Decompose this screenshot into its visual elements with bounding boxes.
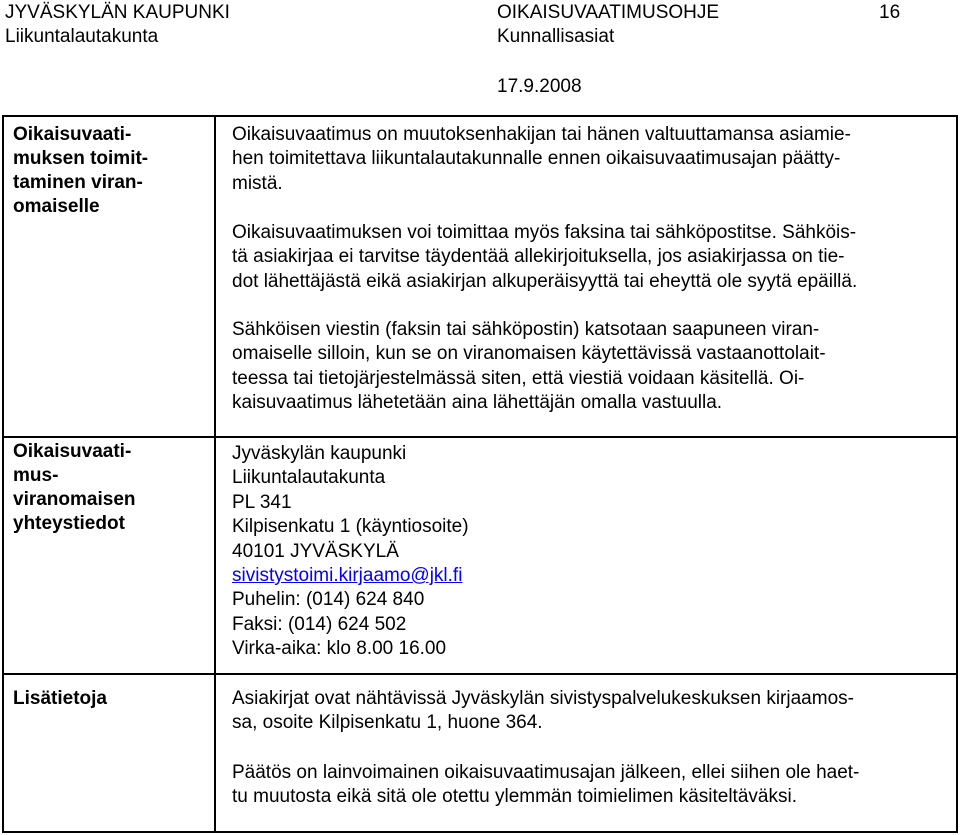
text-line: Oikaisuvaatimuksen voi toimittaa myös faksina tai sähköpostitse. Sähköis-	[232, 222, 857, 243]
text-line: Asiakirjat ovat nähtävissä Jyväskylän sivistyspalvelukeskuksen kirjaamos-	[232, 688, 854, 709]
text-line: Sähköisen viestin (faksin tai sähköpostin) katsotaan saapuneen viran-	[232, 319, 820, 340]
label-line: taminen viran-	[13, 172, 143, 193]
label-line: Oikaisuvaati-	[13, 441, 132, 462]
address-line: Liikuntalautakunta	[232, 467, 386, 489]
fax-number: Faksi: (014) 624 502	[232, 613, 407, 635]
contact-address	[232, 442, 469, 662]
label-line: yhteystiedot	[13, 513, 125, 534]
address-line: PL 341	[232, 491, 292, 513]
instruction-table	[2, 115, 958, 833]
label-line: muksen toimit-	[13, 148, 149, 169]
arrival-paragraph	[232, 318, 826, 416]
text-line: sa, osoite Kilpisenkatu 1, huone 364.	[232, 712, 543, 734]
section-label-contact	[13, 440, 208, 536]
text-line: teessa tai tietojärjestelmässä siten, että viestiä voidaan käsitellä. Oi-	[232, 367, 805, 389]
label-line: Oikaisuvaati-	[13, 124, 132, 145]
section-label-submission	[13, 123, 208, 219]
text-line: Päätös on lainvoimainen oikaisuvaatimusajan jälkeen, ellei siihen ole haet-	[232, 762, 860, 783]
column-divider	[214, 117, 216, 831]
label-line: mus-	[13, 465, 59, 486]
documents-paragraph	[232, 687, 854, 736]
email-link[interactable]: sivistystoimi.kirjaamo@jkl.fi	[232, 565, 463, 587]
label-line: omaiselle	[13, 196, 100, 217]
section-label-more-info	[13, 687, 208, 711]
submission-paragraph	[232, 123, 851, 196]
document-date: 17.9.2008	[497, 76, 582, 97]
row-divider	[4, 673, 956, 675]
text-line: Oikaisuvaatimus on muutoksenhakijan tai hänen valtuuttamansa asiamie-	[232, 124, 851, 145]
text-line: tä asiakirjaa ei tarvitse täydentää allekirjoituksella, jos asiakirjassa on tie-	[232, 246, 845, 268]
legal-force-paragraph	[232, 761, 859, 810]
text-line: mistä.	[232, 172, 283, 194]
electronic-submission-paragraph	[232, 221, 857, 294]
phone-number: Puhelin: (014) 624 840	[232, 589, 425, 611]
document-type: Kunnallisasiat	[497, 26, 615, 47]
row-divider	[4, 436, 956, 438]
document-title: OIKAISUVAATIMUSOHJE	[497, 2, 720, 23]
page-number: 16	[879, 2, 901, 23]
address-line: 40101 JYVÄSKYLÄ	[232, 540, 399, 562]
text-line: hen toimitettava liikuntalautakunnalle ennen oikaisuvaatimusajan päätty-	[232, 148, 841, 170]
organization-name: JYVÄSKYLÄN KAUPUNKI	[5, 2, 230, 23]
label-line: Lisätietoja	[13, 688, 107, 709]
text-line: dot lähettäjästä eikä asiakirjan alkuperäisyyttä tai eheyttä ole syytä epäillä.	[232, 270, 858, 292]
board-name: Liikuntalautakunta	[5, 26, 159, 47]
text-line: kaisuvaatimus lähetetään aina lähettäjän omalla vastuulla.	[232, 392, 723, 414]
text-line: tu muutosta eikä sitä ole otettu ylemmän toimielimen käsiteltäväksi.	[232, 786, 797, 808]
text-line: omaiselle silloin, kun se on viranomaisen käytettävissä vastaanottolait-	[232, 343, 826, 365]
label-line: viranomaisen	[13, 489, 136, 510]
address-line: Jyväskylän kaupunki	[232, 443, 407, 464]
address-line: Kilpisenkatu 1 (käyntiosoite)	[232, 516, 469, 538]
office-hours: Virka-aika: klo 8.00 16.00	[232, 638, 447, 660]
